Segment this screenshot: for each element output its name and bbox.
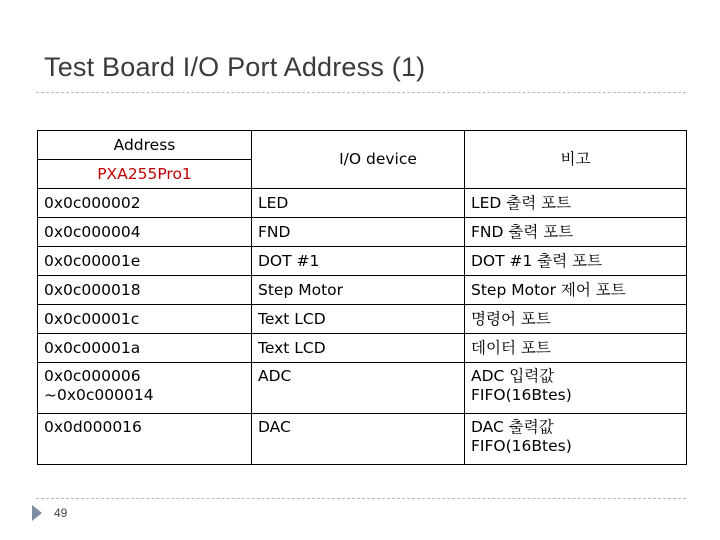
- note-cell: 데이터 포트: [465, 334, 687, 363]
- note-cell: 명령어 포트: [465, 305, 687, 334]
- table-row: [38, 334, 687, 363]
- address-cell: 0x0c00001e: [38, 247, 252, 276]
- title-divider: [36, 92, 686, 93]
- slide-footer: [32, 505, 67, 521]
- address-cell: 0x0c00001c: [38, 305, 252, 334]
- note-cell: LED 출력 포트: [465, 189, 687, 218]
- address-cell: 0x0c000002: [38, 189, 252, 218]
- device-cell: Step Motor: [252, 276, 465, 305]
- note-cell: DOT #1 출력 포트: [465, 247, 687, 276]
- address-cell: 0x0c00001a: [38, 334, 252, 363]
- table-header-row: [38, 131, 687, 160]
- triangle-bullet-icon: [32, 505, 42, 521]
- note-line: FIFO(16Btes): [471, 437, 572, 455]
- device-cell: Text LCD: [252, 305, 465, 334]
- address-line: ~0x0c000014: [44, 386, 154, 404]
- address-cell: 0x0d000016: [38, 414, 252, 465]
- note-cell: Step Motor 제어 포트: [465, 276, 687, 305]
- address-line: 0x0c000006: [44, 367, 141, 385]
- address-cell: 0x0c000018: [38, 276, 252, 305]
- note-line: FIFO(16Btes): [471, 386, 572, 404]
- address-cell: [38, 363, 252, 414]
- device-cell: DOT #1: [252, 247, 465, 276]
- device-cell: Text LCD: [252, 334, 465, 363]
- device-cell: ADC: [252, 363, 465, 414]
- address-cell: 0x0c000004: [38, 218, 252, 247]
- note-line: ADC 입력값: [471, 367, 555, 385]
- table-row: [38, 305, 687, 334]
- device-cell: FND: [252, 218, 465, 247]
- io-address-table: [37, 130, 687, 465]
- page-number: 49: [54, 506, 68, 520]
- table-row: [38, 218, 687, 247]
- table-row: [38, 276, 687, 305]
- table-row: [38, 363, 687, 414]
- table-row: [38, 414, 687, 465]
- note-line: DAC 출력값: [471, 418, 554, 436]
- header-note: 비고: [465, 131, 687, 189]
- header-board: PXA255Pro1: [38, 160, 252, 189]
- note-cell: [465, 363, 687, 414]
- device-cell: LED: [252, 189, 465, 218]
- header-address: Address: [38, 131, 252, 160]
- device-cell: DAC: [252, 414, 465, 465]
- header-device: I/O device: [252, 131, 465, 189]
- table-row: [38, 189, 687, 218]
- note-cell: [465, 414, 687, 465]
- table-row: [38, 247, 687, 276]
- footer-divider: [36, 498, 686, 499]
- slide-title: Test Board I/O Port Address (1): [44, 52, 426, 82]
- note-cell: FND 출력 포트: [465, 218, 687, 247]
